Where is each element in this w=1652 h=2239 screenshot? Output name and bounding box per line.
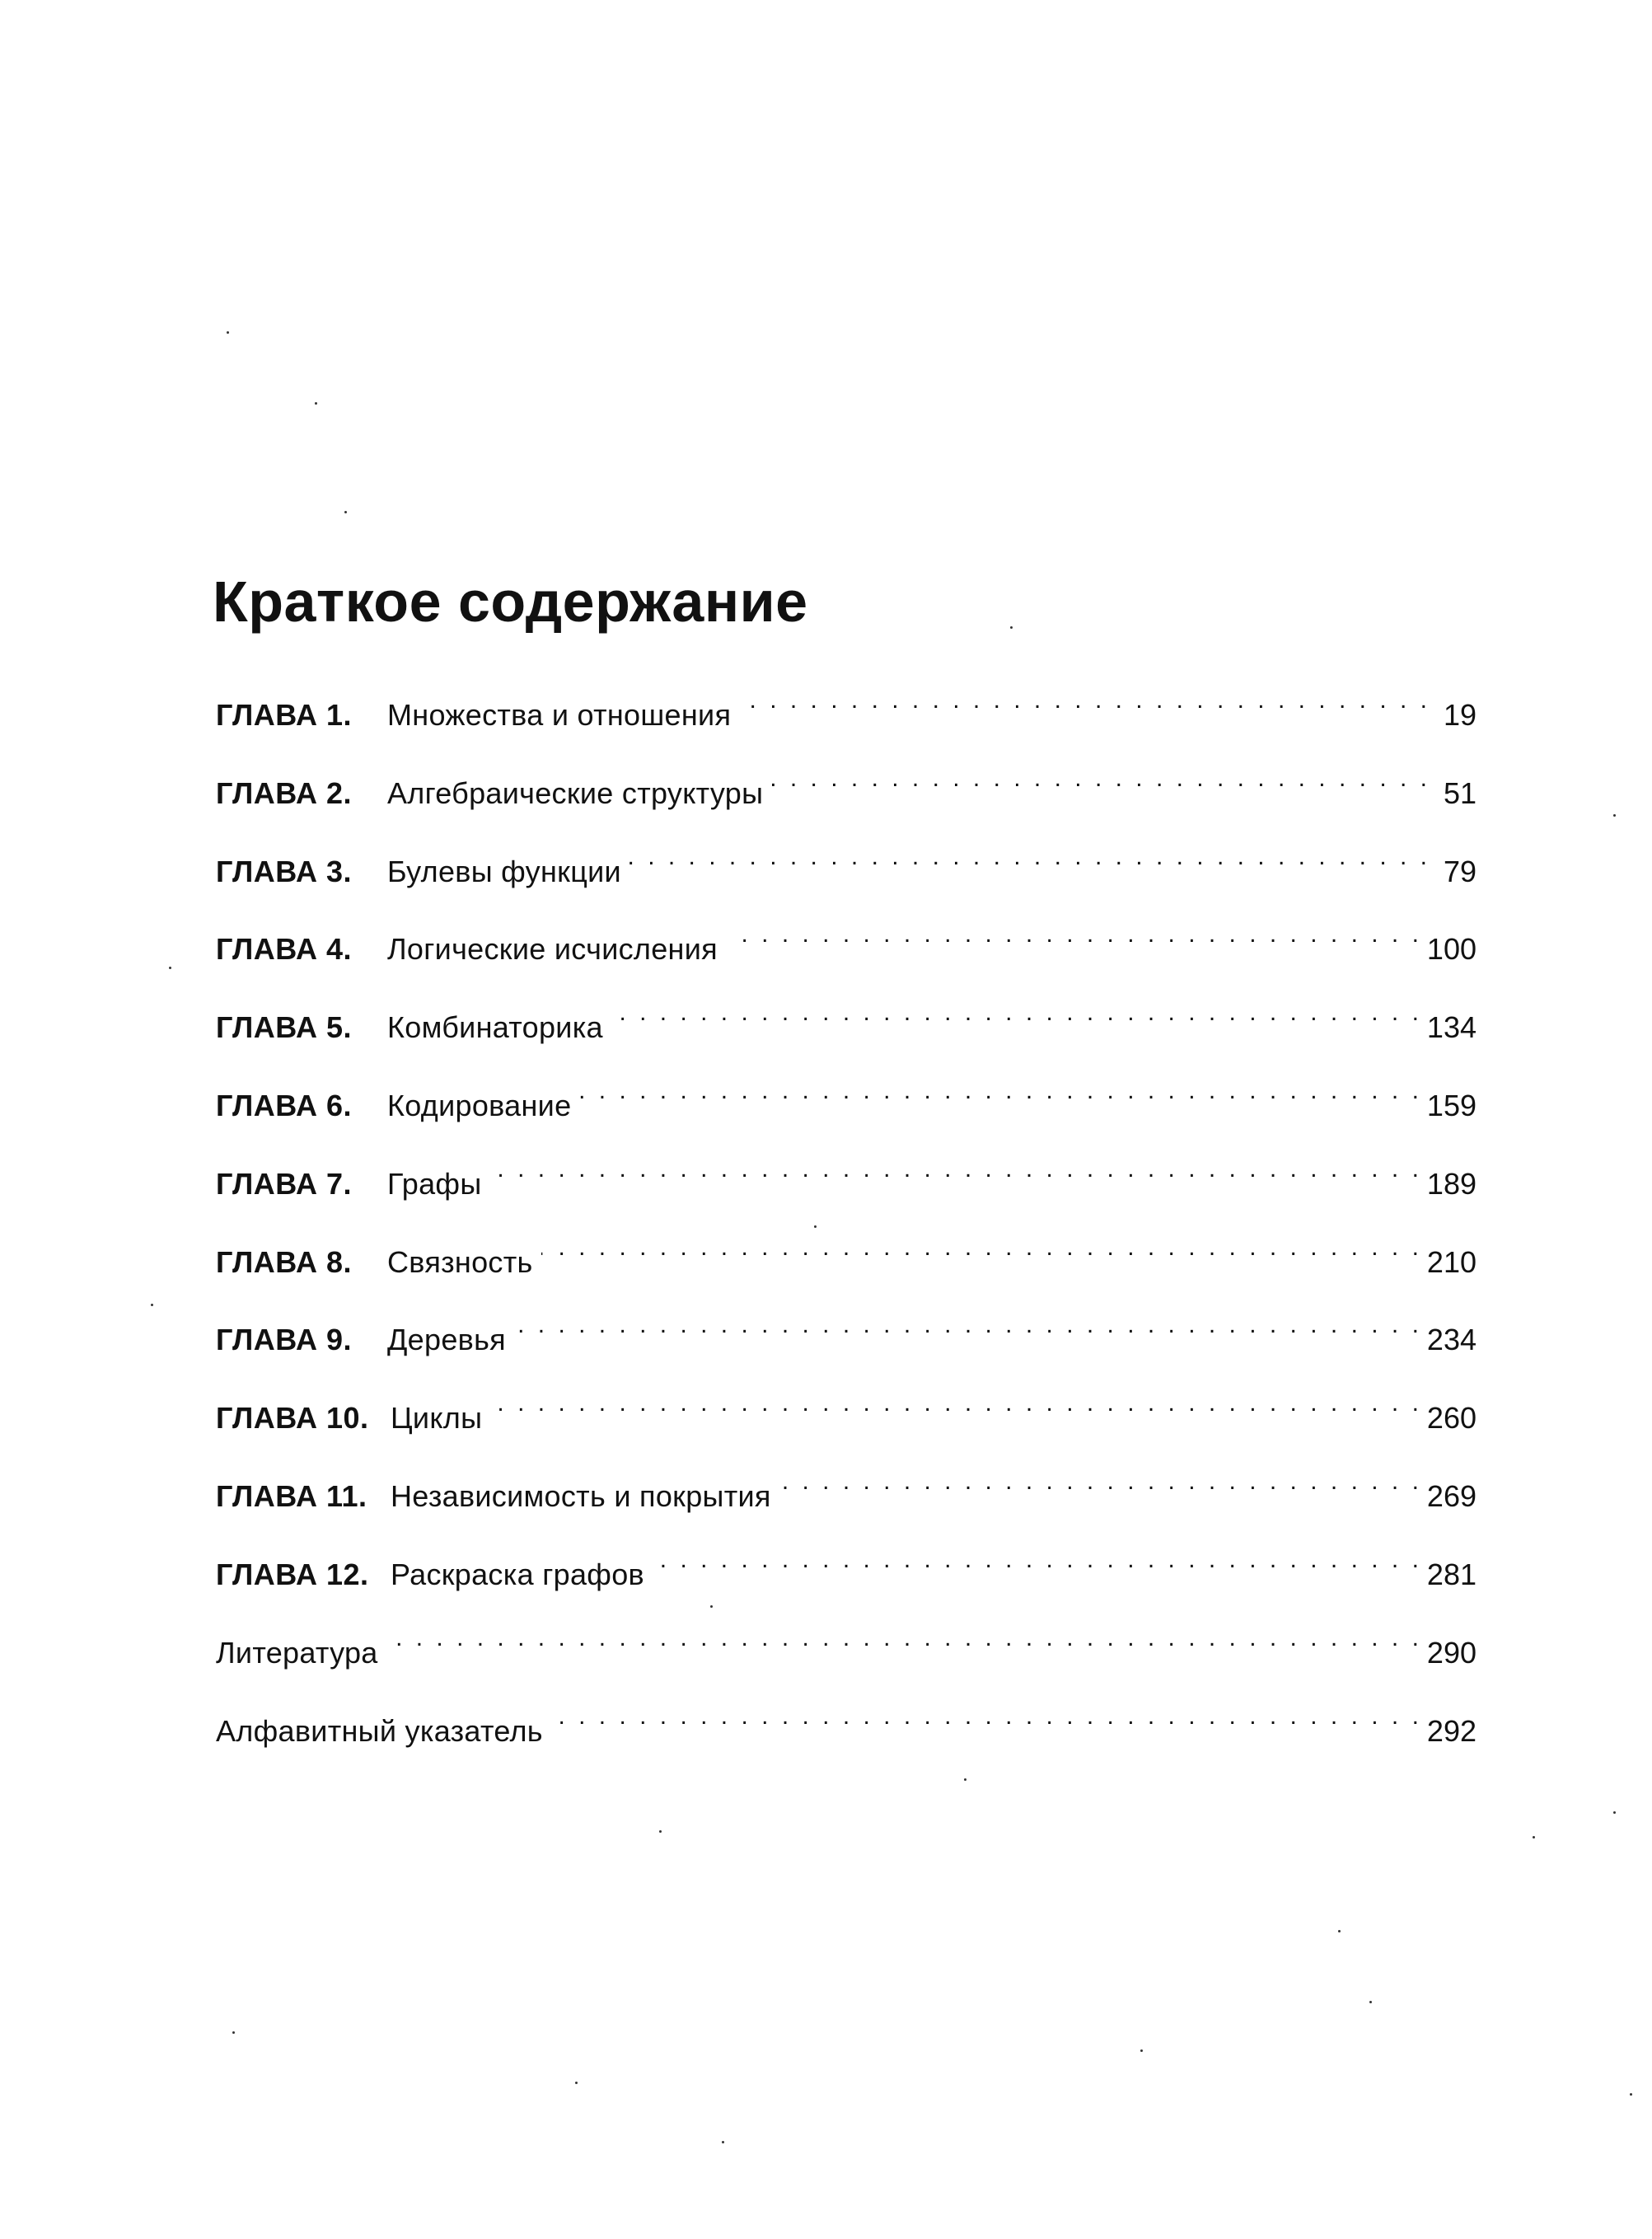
chapter-label: ГЛАВА 8. [216, 1245, 352, 1279]
page-number: 281 [1426, 1557, 1477, 1591]
chapter-label: ГЛАВА 2. [216, 776, 352, 810]
toc-entry-chapter-4[interactable] [216, 910, 1477, 966]
chapter-label: ГЛАВА 12. [216, 1557, 369, 1591]
entry-title: Связность [387, 1245, 533, 1279]
entry-title: Алгебраические структуры [387, 776, 764, 810]
chapter-label: ГЛАВА 6. [216, 1089, 352, 1122]
toc-entry-references[interactable] [216, 1614, 1477, 1670]
scan-speck [1630, 2093, 1632, 2096]
page-number: 189 [1426, 1167, 1477, 1201]
scan-speck [1533, 1836, 1535, 1839]
entry-title: Литература [216, 1636, 378, 1670]
toc-entry-chapter-10[interactable] [216, 1379, 1477, 1435]
dot-leader [629, 832, 1430, 882]
dot-leader [490, 1379, 1422, 1428]
entry-title: Независимость и покрытия [391, 1479, 771, 1513]
chapter-label: ГЛАВА 3. [216, 855, 352, 888]
entry-title: Циклы [391, 1401, 483, 1435]
dot-leader [514, 1300, 1422, 1350]
dot-leader [611, 988, 1422, 1038]
entry-title: Алфавитный указатель [216, 1714, 543, 1748]
scan-speck [169, 967, 171, 969]
page-number: 210 [1426, 1245, 1477, 1279]
scan-speck [722, 2141, 724, 2143]
chapter-label: ГЛАВА 11. [216, 1479, 367, 1513]
entry-title: Логические исчисления [387, 932, 718, 966]
dot-leader [653, 1535, 1422, 1585]
page-number: 269 [1426, 1479, 1477, 1513]
page-number: 159 [1426, 1089, 1477, 1122]
scan-speck [1369, 2001, 1372, 2003]
page-number: 234 [1426, 1323, 1477, 1356]
scan-speck [344, 511, 347, 513]
entry-title: Раскраска графов [391, 1557, 644, 1591]
scan-speck [575, 2082, 578, 2084]
toc-entry-chapter-1[interactable] [216, 676, 1477, 732]
scan-speck [814, 1225, 817, 1228]
scan-speck [1613, 1811, 1616, 1814]
dot-leader [739, 676, 1430, 725]
toc-entry-chapter-5[interactable] [216, 988, 1477, 1044]
toc-entry-chapter-12[interactable] [216, 1535, 1477, 1591]
page-number: 100 [1426, 932, 1477, 966]
scan-speck [964, 1778, 966, 1781]
scan-speck [1010, 626, 1013, 629]
toc-entry-chapter-7[interactable] [216, 1145, 1477, 1201]
entry-title: Графы [387, 1167, 482, 1201]
page-number: 51 [1443, 776, 1477, 810]
chapter-label: ГЛАВА 7. [216, 1167, 352, 1201]
toc-entry-chapter-2[interactable] [216, 754, 1477, 810]
scan-speck [1140, 2049, 1143, 2052]
toc-entry-chapter-3[interactable] [216, 832, 1477, 888]
page-title: Краткое содержание [213, 569, 808, 634]
toc-entry-chapter-6[interactable] [216, 1066, 1477, 1122]
scan-speck [315, 402, 317, 405]
scan-speck [1613, 814, 1616, 817]
dot-leader [551, 1692, 1422, 1741]
chapter-label: ГЛАВА 10. [216, 1401, 369, 1435]
entry-title: Кодирование [387, 1089, 572, 1122]
scan-speck [232, 2031, 235, 2034]
dot-leader [490, 1145, 1422, 1194]
dot-leader [779, 1457, 1422, 1506]
dot-leader [541, 1223, 1422, 1272]
dot-leader [771, 754, 1430, 803]
page-number: 290 [1426, 1636, 1477, 1670]
page-number: 134 [1426, 1010, 1477, 1044]
page-number: 260 [1426, 1401, 1477, 1435]
dot-leader [386, 1614, 1422, 1663]
scan-speck [710, 1605, 713, 1608]
toc-entry-chapter-8[interactable] [216, 1223, 1477, 1279]
scan-speck [151, 1304, 153, 1306]
chapter-label: ГЛАВА 4. [216, 932, 352, 966]
toc-entry-chapter-11[interactable] [216, 1457, 1477, 1513]
dot-leader [579, 1066, 1422, 1116]
dot-leader [726, 910, 1422, 959]
toc-entry-chapter-9[interactable] [216, 1300, 1477, 1356]
toc-entry-index[interactable] [216, 1692, 1477, 1748]
scan-speck [227, 331, 229, 334]
chapter-label: ГЛАВА 1. [216, 698, 352, 732]
entry-title: Множества и отношения [387, 698, 732, 732]
entry-title: Булевы функции [387, 855, 621, 888]
scan-speck [1338, 1930, 1341, 1932]
chapter-label: ГЛАВА 5. [216, 1010, 352, 1044]
scan-speck [659, 1830, 662, 1833]
entry-title: Деревья [387, 1323, 506, 1356]
entry-title: Комбинаторика [387, 1010, 603, 1044]
chapter-label: ГЛАВА 9. [216, 1323, 352, 1356]
page-number: 19 [1443, 698, 1477, 732]
page-number: 79 [1443, 855, 1477, 888]
page-number: 292 [1426, 1714, 1477, 1748]
